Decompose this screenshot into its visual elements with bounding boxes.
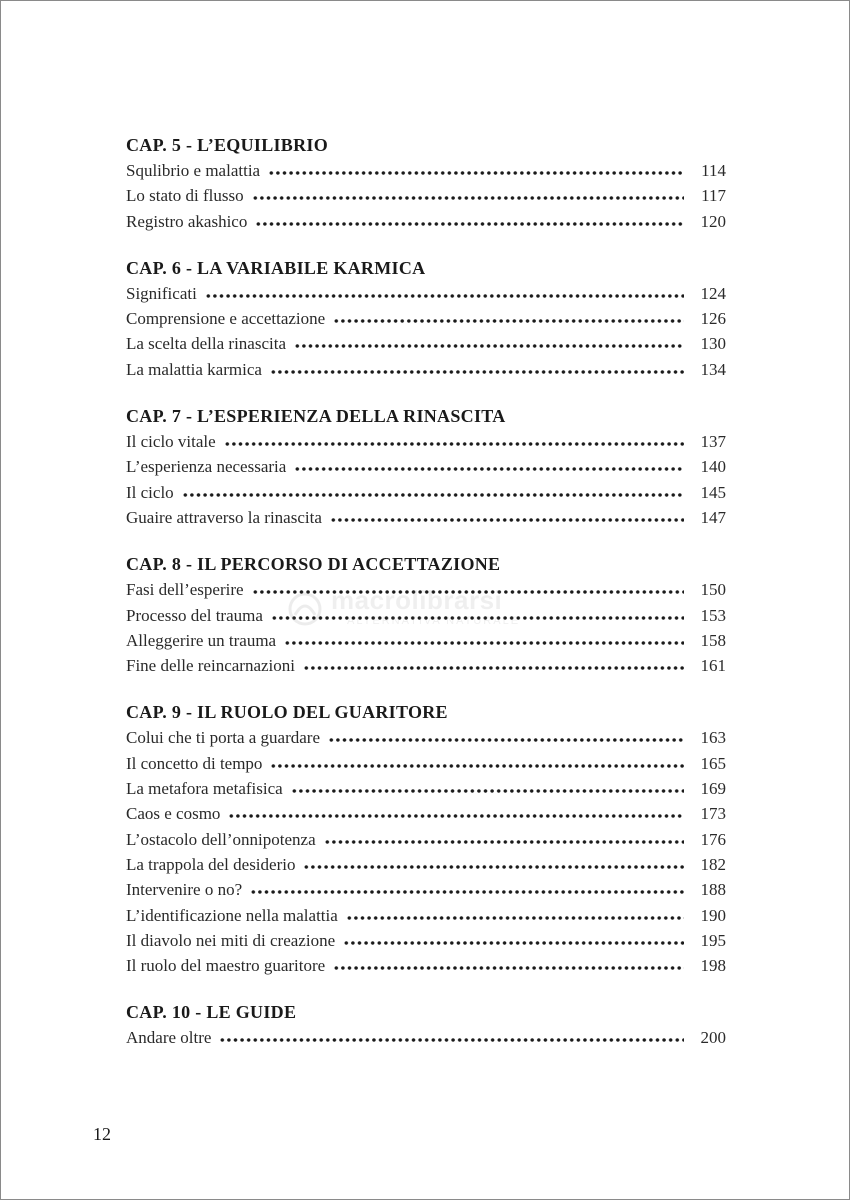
toc-entry xyxy=(126,577,726,602)
entry-page-number: 165 xyxy=(700,753,726,773)
toc-entry xyxy=(126,725,726,750)
toc-entry xyxy=(126,628,726,653)
toc-entry xyxy=(126,776,726,801)
dot-leader xyxy=(294,344,684,348)
toc-entry xyxy=(126,751,726,776)
chapter-title: CAP. 7 - L’ESPERIENZA DELLA RINASCITA xyxy=(126,406,506,427)
entry-label: La scelta della rinascita xyxy=(126,334,286,354)
dot-leader xyxy=(346,916,684,920)
chapter-title: CAP. 6 - LA VARIABILE KARMICA xyxy=(126,257,426,278)
entry-page-number: 169 xyxy=(700,779,726,799)
dot-leader xyxy=(328,738,684,742)
toc-entry xyxy=(126,953,726,978)
dot-leader xyxy=(224,442,684,446)
entry-label: Andare oltre xyxy=(126,1028,212,1048)
entry-label: Registro akashico xyxy=(126,211,248,231)
entry-label: Processo del trauma xyxy=(126,605,263,625)
toc-entry xyxy=(126,827,726,852)
dot-leader xyxy=(228,814,684,818)
chapter-title: CAP. 5 - L’EQUILIBRIO xyxy=(126,135,329,155)
dot-leader xyxy=(255,222,684,226)
dot-leader xyxy=(252,590,684,594)
dot-leader xyxy=(182,493,684,497)
entry-page-number: 176 xyxy=(700,829,726,849)
toc-entry xyxy=(126,801,726,826)
toc-entry xyxy=(126,209,726,234)
chapter-section xyxy=(126,551,726,678)
entry-page-number: 163 xyxy=(700,728,726,748)
entry-label: Significati xyxy=(126,283,197,303)
chapter-section xyxy=(126,403,726,530)
entry-label: Caos e cosmo xyxy=(126,804,221,824)
watermark-tagline: ALTERNATIVA NATURALE xyxy=(347,615,521,627)
entry-page-number: 190 xyxy=(700,905,726,925)
dot-leader xyxy=(250,890,684,894)
toc-entry xyxy=(126,852,726,877)
toc-entry xyxy=(126,454,726,479)
chapter-section xyxy=(126,255,726,382)
entry-label: Colui che ti porta a guardare xyxy=(126,728,321,748)
entry-page-number: 137 xyxy=(700,432,726,452)
entry-label: Comprensione e accettazione xyxy=(126,309,326,329)
entry-page-number: 200 xyxy=(700,1028,726,1048)
dot-leader xyxy=(303,666,684,670)
entry-label: Lo stato di flusso xyxy=(126,186,244,206)
entry-page-number: 117 xyxy=(701,186,726,206)
dot-leader xyxy=(291,789,684,793)
toc-entry xyxy=(126,429,726,454)
entry-label: La metafora metafisica xyxy=(126,779,283,799)
toc-entry xyxy=(126,505,726,530)
dot-leader xyxy=(219,1038,684,1042)
entry-page-number: 150 xyxy=(700,580,726,600)
toc-entry xyxy=(126,928,726,953)
watermark-name: macrolibrarsi xyxy=(331,585,503,615)
chapter-section xyxy=(126,699,726,978)
dot-leader xyxy=(284,641,684,645)
dot-leader xyxy=(268,171,684,175)
entry-page-number: 134 xyxy=(700,359,726,379)
entry-page-number: 161 xyxy=(700,656,726,676)
entry-label: La trappola del desiderio xyxy=(126,854,296,874)
toc-entry xyxy=(126,281,726,306)
toc-entry xyxy=(126,183,726,208)
entry-label: Il ruolo del maestro guaritore xyxy=(126,956,326,976)
entry-label: Fasi dell’esperire xyxy=(126,580,244,600)
dot-leader xyxy=(303,865,684,869)
chapter-title: CAP. 10 - LE GUIDE xyxy=(126,1002,297,1023)
entry-page-number: 198 xyxy=(700,956,726,976)
entry-page-number: 147 xyxy=(700,507,726,527)
toc-entry xyxy=(126,306,726,331)
toc-entry xyxy=(126,903,726,928)
toc-entry xyxy=(126,158,726,183)
entry-label: L’identificazione nella malattia xyxy=(126,905,338,925)
toc-entry xyxy=(126,480,726,505)
entry-label: Il diavolo nei miti di creazione xyxy=(126,930,336,950)
entry-page-number: 173 xyxy=(700,804,726,824)
entry-label: Il concetto di tempo xyxy=(126,753,263,773)
entry-label: Il ciclo vitale xyxy=(126,432,216,452)
entry-label: Guaire attraverso la rinascita xyxy=(126,507,322,527)
entry-label: Fine delle reincarnazioni xyxy=(126,656,295,676)
dot-leader xyxy=(270,370,684,374)
dot-leader xyxy=(333,319,684,323)
entry-page-number: 188 xyxy=(700,880,726,900)
entry-label: Intervenire o no? xyxy=(126,880,243,900)
dot-leader xyxy=(252,196,684,200)
dot-leader xyxy=(270,764,684,768)
entry-page-number: 120 xyxy=(700,211,726,231)
toc-entry xyxy=(126,357,726,382)
entry-page-number: 195 xyxy=(700,930,726,950)
entry-page-number: 153 xyxy=(700,605,726,625)
entry-page-number: 124 xyxy=(700,283,726,303)
entry-page-number: 145 xyxy=(700,482,726,502)
entry-page-number: 182 xyxy=(700,854,726,874)
entry-page-number: 114 xyxy=(701,161,726,180)
entry-page-number: 140 xyxy=(700,457,726,477)
chapter-section xyxy=(126,999,726,1050)
dot-leader xyxy=(294,467,684,471)
dot-leader xyxy=(271,616,684,620)
entry-label: L’ostacolo dell’onnipotenza xyxy=(126,829,316,849)
chapter-section xyxy=(126,132,726,234)
chapter-title: CAP. 9 - IL RUOLO DEL GUARITORE xyxy=(126,702,448,723)
toc-entry xyxy=(126,331,726,356)
entry-label: L’esperienza necessaria xyxy=(126,457,287,477)
entry-page-number: 130 xyxy=(700,334,726,354)
dot-leader xyxy=(324,840,684,844)
entry-label: La malattia karmica xyxy=(126,359,262,379)
dot-leader xyxy=(333,966,684,970)
entry-label: Alleggerire un trauma xyxy=(126,630,277,650)
dot-leader xyxy=(330,518,684,522)
entry-label: Il ciclo xyxy=(126,482,174,502)
entry-page-number: 158 xyxy=(700,630,726,650)
dot-leader xyxy=(205,294,684,298)
dot-leader xyxy=(343,941,684,945)
toc-entry xyxy=(126,603,726,628)
toc-entry xyxy=(126,1025,726,1050)
toc-entry xyxy=(126,877,726,902)
table-of-contents xyxy=(126,132,726,1072)
entry-label: Squlibrio e malattia xyxy=(126,161,261,180)
chapter-title: CAP. 8 - IL PERCORSO DI ACCETTAZIONE xyxy=(126,554,501,575)
entry-page-number: 126 xyxy=(700,309,726,329)
page-number: 12 xyxy=(93,1124,111,1144)
toc-entry xyxy=(126,653,726,678)
